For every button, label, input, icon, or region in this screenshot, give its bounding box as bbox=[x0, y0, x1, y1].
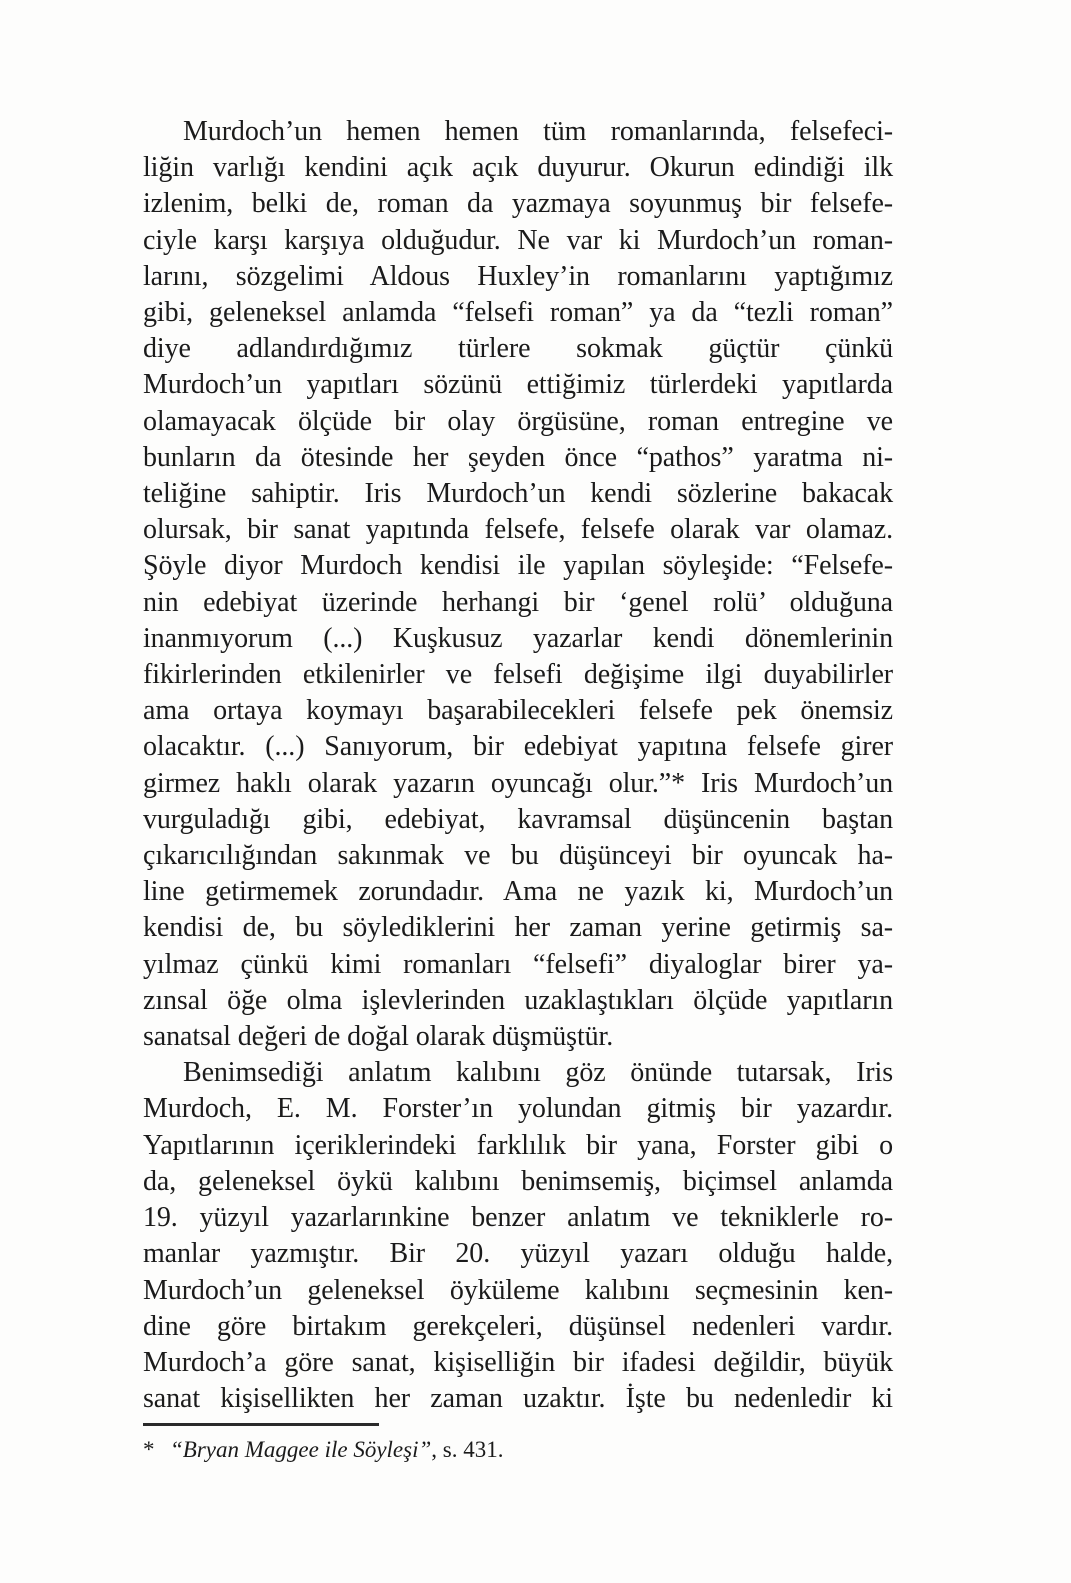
text-line: vurguladığı gibi, edebiyat, kavramsal düşüncenin baştan bbox=[143, 803, 893, 835]
text-line: manlar yazmıştır. Bir 20. yüzyıl yazarı olduğu halde, bbox=[143, 1238, 893, 1270]
text-line: sanat kişisellikten her zaman uzaktır. İşte bu nedenledir ki bbox=[143, 1383, 893, 1415]
text-line: çıkarıcılığından sakınmak ve bu düşünceyi bir oyuncak ha- bbox=[143, 840, 893, 872]
text-line: Benimsediği anlatım kalıbını göz önünde tutarsak, Iris bbox=[183, 1057, 893, 1089]
footnote-page-ref: , s. 431. bbox=[431, 1437, 504, 1462]
text-line: teliğine sahiptir. Iris Murdoch’un kendi sözlerine bakacak bbox=[143, 478, 893, 510]
text-line: ciyle karşı karşıya olduğudur. Ne var ki Murdoch’un roman- bbox=[143, 224, 893, 256]
text-line: Murdoch’un yapıtları sözünü ettiğimiz türlerdeki yapıtlarda bbox=[143, 369, 893, 401]
text-line: nin edebiyat üzerinde herhangi bir ‘genel rolü’ olduğuna bbox=[143, 586, 893, 618]
text-line: sanatsal değeri de doğal olarak düşmüştür. bbox=[143, 1021, 614, 1053]
text-line: olursak, bir sanat yapıtında felsefe, felsefe olarak var olamaz. bbox=[143, 514, 893, 546]
footnote-title: “Bryan Maggee ile Söyleşi” bbox=[170, 1437, 432, 1462]
footnote-separator-rule bbox=[143, 1423, 379, 1426]
text-line: line getirmemek zorundadır. Ama ne yazık ki, Murdoch’un bbox=[143, 876, 893, 908]
footnote-text bbox=[170, 1436, 503, 1464]
text-line: kendisi de, bu söylediklerini her zaman yerine getirmiş sa- bbox=[143, 912, 893, 944]
text-line: Yapıtlarının içeriklerindeki farklılık bir yana, Forster gibi o bbox=[143, 1129, 893, 1161]
text-line: girmez haklı olarak yazarın oyuncağı olur.”* Iris Murdoch’un bbox=[143, 767, 893, 799]
footnote-marker: * bbox=[143, 1437, 155, 1462]
text-line: diye adlandırdığımız türlere sokmak güçtür çünkü bbox=[143, 333, 893, 365]
text-line: Murdoch’un geleneksel öyküleme kalıbını seçmesinin ken- bbox=[143, 1274, 893, 1306]
text-line: Murdoch’a göre sanat, kişiselliğin bir ifadesi değildir, büyük bbox=[143, 1346, 893, 1378]
text-line: 19. yüzyıl yazarlarınkine benzer anlatım ve tekniklerle ro- bbox=[143, 1202, 893, 1234]
text-line: yılmaz çünkü kimi romanları “felsefi” diyaloglar birer ya- bbox=[143, 948, 893, 980]
text-line: gibi, geleneksel anlamda “felsefi roman” ya da “tezli roman” bbox=[143, 297, 893, 329]
text-line: izlenim, belki de, roman da yazmaya soyunmuş bir felsefe- bbox=[143, 188, 893, 220]
paragraph bbox=[143, 1055, 893, 1417]
text-line: Murdoch, E. M. Forster’ın yolundan gitmiş bir yazardır. bbox=[143, 1093, 893, 1125]
text-line: zınsal öğe olma işlevlerinden uzaklaştıkları ölçüde yapıtların bbox=[143, 984, 893, 1016]
text-line: bunların da ötesinde her şeyden önce “pathos” yaratma ni- bbox=[143, 441, 893, 473]
text-line: olamayacak ölçüde bir olay örgüsüne, roman entregine ve bbox=[143, 405, 893, 437]
text-line: inanmıyorum (...) Kuşkusuz yazarlar kendi dönemlerinin bbox=[143, 622, 893, 654]
text-line: Murdoch’un hemen hemen tüm romanlarında, felsefeci- bbox=[183, 116, 893, 147]
text-line: larını, sözgelimi Aldous Huxley’in romanlarını yaptığımız bbox=[143, 260, 893, 292]
text-line: olacaktır. (...) Sanıyorum, bir edebiyat yapıtına felsefe girer bbox=[143, 731, 893, 763]
footnote bbox=[143, 1436, 893, 1464]
paragraph bbox=[143, 114, 893, 1055]
text-line: da, geleneksel öykü kalıbını benimsemiş, biçimsel anlamda bbox=[143, 1165, 893, 1197]
footnote-area bbox=[143, 1423, 893, 1464]
text-line: fikirlerinden etkilenirler ve felsefi değişime ilgi duyabilirler bbox=[143, 659, 893, 691]
text-line: ama ortaya koymayı başarabilecekleri felsefe pek önemsiz bbox=[143, 695, 893, 727]
text-line: liğin varlığı kendini açık açık duyurur. Okurun edindiği ilk bbox=[143, 152, 893, 184]
text-line: dine göre birtakım gerekçeleri, düşünsel nedenleri vardır. bbox=[143, 1310, 893, 1342]
body-text bbox=[143, 114, 893, 1417]
text-line: Şöyle diyor Murdoch kendisi ile yapılan söyleşide: “Felsefe- bbox=[143, 550, 893, 582]
